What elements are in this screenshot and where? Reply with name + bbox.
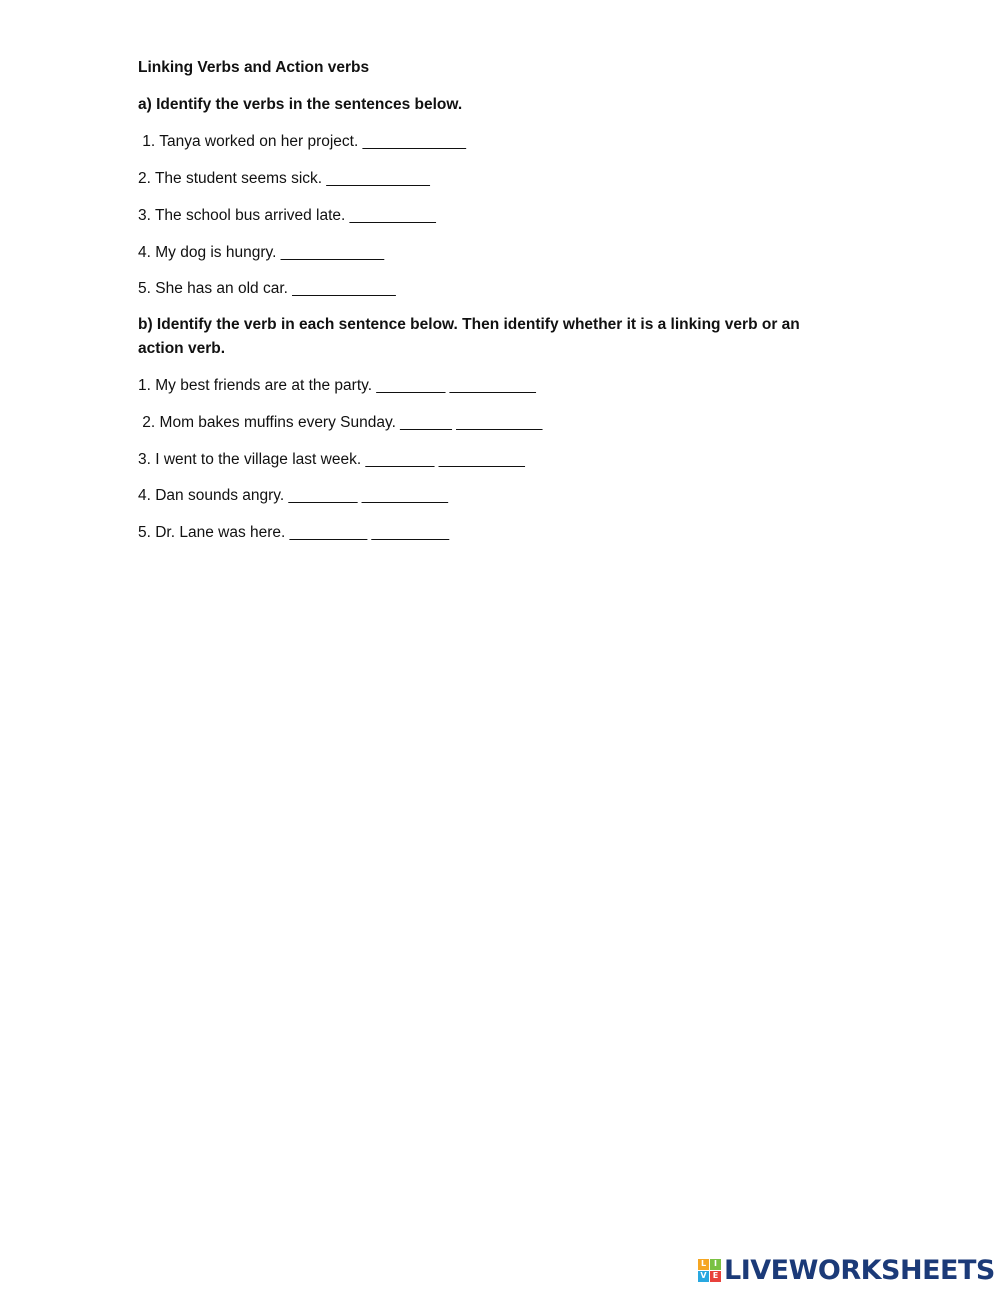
logo-wordmark: LIVEWORKSHEETS: [724, 1254, 995, 1286]
logo-square-i: I: [710, 1259, 721, 1270]
part-a-question-3: 3. The school bus arrived late. __________: [138, 207, 436, 224]
logo-square-e: E: [710, 1271, 721, 1282]
part-b-instruction: b) Identify the verb in each sentence below. Then identify whether it is a linking verb or an action verb.: [138, 316, 800, 357]
worksheet-title: Linking Verbs and Action verbs: [138, 59, 370, 76]
part-a-question-1: 1. Tanya worked on her project. ____________: [138, 133, 467, 150]
logo-squares-icon: [698, 1259, 721, 1282]
part-b-question-2: 2. Mom bakes muffins every Sunday. ______ __________: [138, 414, 543, 431]
logo-square-v: V: [698, 1271, 709, 1282]
liveworksheets-logo: [698, 1256, 995, 1284]
part-b-question-5: 5. Dr. Lane was here. _________ _________: [138, 524, 450, 541]
logo-square-l: L: [698, 1259, 709, 1270]
part-a-question-4: 4. My dog is hungry. ____________: [138, 244, 385, 261]
part-a-question-5: 5. She has an old car. ____________: [138, 280, 396, 297]
part-b-question-1: 1. My best friends are at the party. ________ __________: [138, 377, 536, 394]
part-a-instruction: a) Identify the verbs in the sentences below.: [138, 96, 463, 113]
part-b-question-3: 3. I went to the village last week. ________ __________: [138, 451, 525, 468]
part-b-question-4: 4. Dan sounds angry. ________ __________: [138, 487, 448, 504]
part-a-question-2: 2. The student seems sick. ____________: [138, 170, 430, 187]
